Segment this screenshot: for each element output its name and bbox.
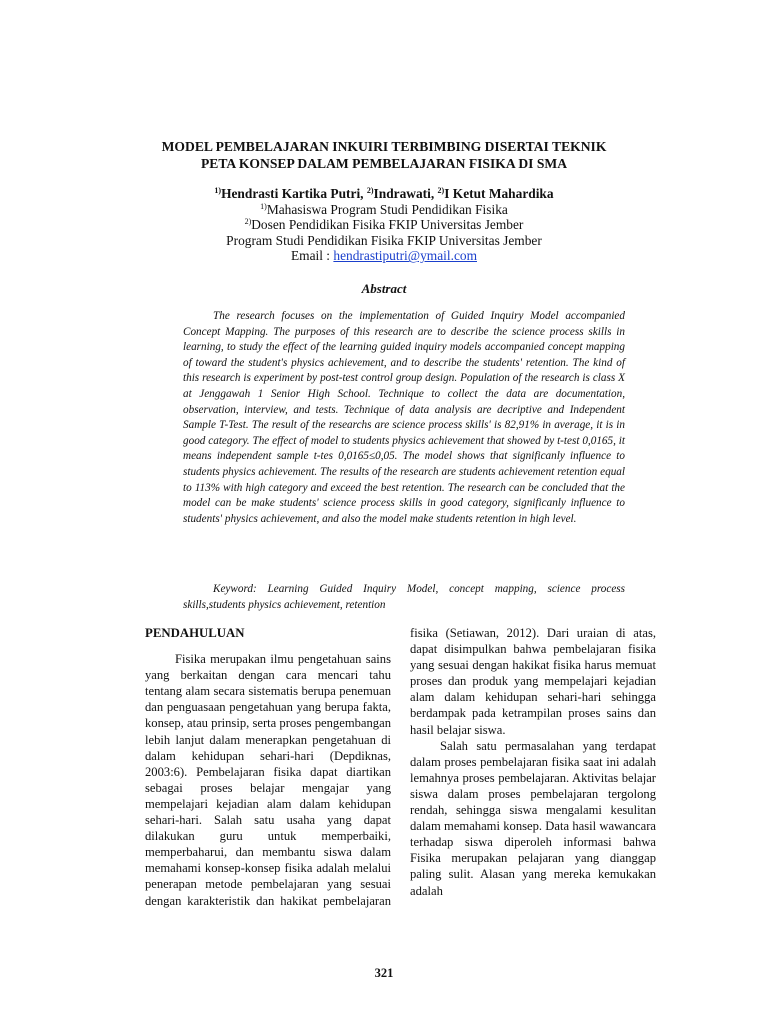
- keywords: Keyword: Learning Guided Inquiry Model, concept mapping, science process skills,students physics achievement, retention: [183, 583, 625, 611]
- author-block: [100, 186, 668, 264]
- author2-affiliation-mark: 2): [366, 186, 374, 195]
- author3-affiliation-mark: 2): [437, 186, 445, 195]
- author1-affiliation-mark: 1): [214, 186, 222, 195]
- affiliation-1-mark: 1): [260, 201, 267, 211]
- title-line-2: PETA KONSEP DALAM PEMBELAJARAN FISIKA DI SMA: [200, 156, 568, 171]
- author2-name: Indrawati,: [373, 186, 438, 201]
- affiliation-2-mark: 2): [244, 217, 252, 227]
- intro-paragraph-2: Salah satu permasalahan yang terdapat dalam proses pembelajaran fisika saat ini adalah lemahnya proses pembelajaran. Aktivitas belajar siswa dalam proses pembelajaran tergolong rendah, sehingga siswa mengalami kesulitan dalam memahami konsep. Data hasil wawancara terhadap siswa diperoleh informasi bahwa Fisika merupakan pelajaran yang dianggap paling sulit. Alasan yang mereka kemukakan adalah: [410, 738, 656, 898]
- affiliation-1: [100, 202, 668, 218]
- left-column: [145, 625, 391, 909]
- intro-paragraph-1: Fisika merupakan ilmu pengetahuan sains yang berkaitan dengan cara mencari tahu tentang alam secara sistematis berupa penemuan dan penguasaan pengetahuan yang berupa fakta, konsep, atau prinsip, serta proses pengembangan lebih lanjut dalam menerapkan pengetahuan di dalam kehidupan sehari-hari (Depdiknas, 2003:6). Pembelajaran fisika dapat diartikan sebagai proses belajar mengajar yang mempelajari kejadian alam dalam kehidupan sehari-hari. Salah satu usaha yang dapat dilakukan guru untuk memperbaiki, memperbaharui, dan membantu siswa dalam memahami konsep-konsep fisika adalah melalui penerapan metode pembelajaran yang sesuai dengan karakteristik dan hakikat pembelajaran: [145, 652, 391, 908]
- affiliation-2: [100, 217, 668, 233]
- right-column: [410, 625, 656, 899]
- abstract-heading: Abstract: [361, 281, 407, 296]
- email-line: [100, 248, 668, 264]
- email-link[interactable]: hendrastiputri@ymail.com: [333, 248, 477, 264]
- section-heading-pendahuluan: PENDAHULUAN: [145, 626, 245, 640]
- email-label: Email :: [290, 248, 334, 264]
- intro-paragraph-1-continued: fisika (Setiawan, 2012). Dari uraian di atas, dapat disimpulkan bahwa pembelajaran fisika yang sesuai dengan hakikat fisika harus memuat proses dan produk yang mempelajari kejadian alam dalam kehidupan sehari-hari sehingga berdampak pada ketrampilan proses sains dan hasil belajar siswa.: [410, 626, 656, 737]
- author3-name: I Ketut Mahardika: [444, 186, 554, 201]
- author1-name: Hendrasti Kartika Putri,: [221, 186, 367, 201]
- page-number: 321: [374, 966, 394, 980]
- abstract-text: The research focuses on the implementation of Guided Inquiry Model accompanied Concept Mapping. The purposes of this research are to describe the science process skills in learning, to study the effect of the learning guided inquiry models accompanied concept mapping of toward the student's physics achievement, and to describe the students' retention. The kind of this research is experiment by post-test control group design. Population of the research is class X at Jenggawah 1 Senior High School. Technique to collect the data are documentation, observation, interview, and tests. Technique of data analysis are decriptive and Independent Sample T-Test. The result of the researchs are science process skills' is 82,91% in average, it is in good category. The effect of model to students physics achievement that showed by t-test 0,0165, it means independent sample t-tes 0,0165≤0,05. The model shows that significanly influence to students physics achievement. The results of the research are students achievement retention equal to 113% with high category and exceed the best retention. The research can be concluded that the model can be make students' science process skills in good category, significanly influence to students' physics achievement, and also the model make students retention in high level.: [183, 310, 625, 525]
- paper-title: [100, 138, 668, 172]
- affiliation-1-text: Mahasiswa Program Studi Pendidikan Fisika: [266, 201, 508, 217]
- affiliation-2-text: Dosen Pendidikan Fisika FKIP Universitas Jember: [251, 217, 524, 233]
- affiliation-3: Program Studi Pendidikan Fisika FKIP Universitas Jember: [226, 232, 542, 248]
- title-line-1: MODEL PEMBELAJARAN INKUIRI TERBIMBING DISERTAI TEKNIK: [161, 139, 607, 154]
- author-names: [100, 186, 668, 202]
